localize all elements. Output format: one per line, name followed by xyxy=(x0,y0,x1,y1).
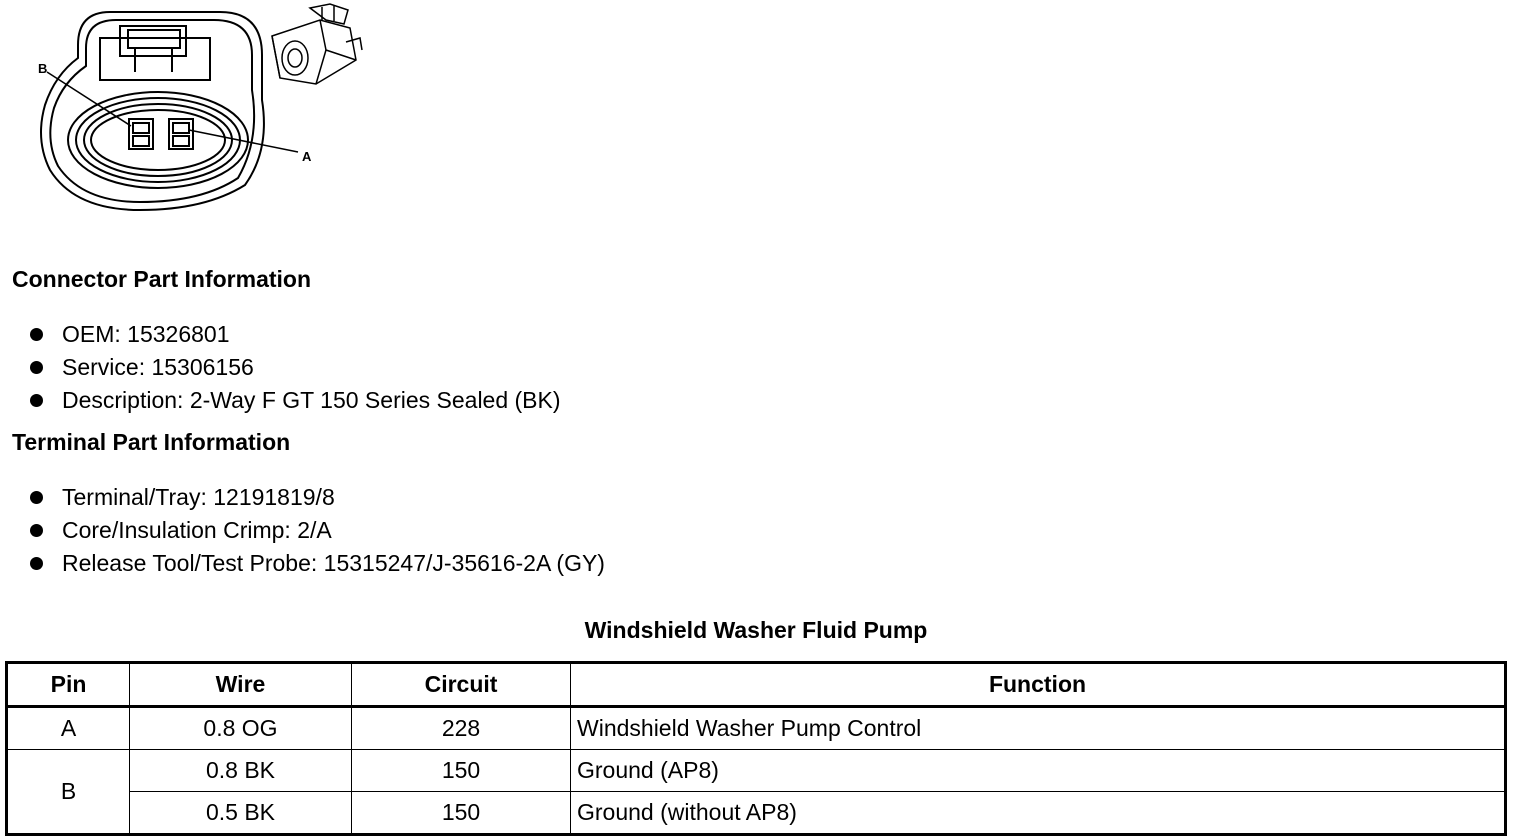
pin-b-cavity xyxy=(129,119,153,149)
connector-description: Description: 2-Way F GT 150 Series Sealed (BK) xyxy=(62,387,561,413)
column-header-wire: Wire xyxy=(130,663,352,707)
pin-a-label: A xyxy=(302,149,312,164)
list-item xyxy=(28,481,605,514)
table-row xyxy=(7,792,1506,835)
wire-cell: 0.8 BK xyxy=(130,750,352,792)
terminal-crimp: Core/Insulation Crimp: 2/A xyxy=(62,517,332,543)
connector-3d-sketch xyxy=(272,4,362,84)
connector-info-list xyxy=(28,318,561,417)
table-row xyxy=(7,750,1506,792)
bullet-icon xyxy=(30,328,43,341)
column-header-pin: Pin xyxy=(7,663,130,707)
list-item xyxy=(28,547,605,580)
connector-oem: OEM: 15326801 xyxy=(62,321,230,347)
column-header-circuit: Circuit xyxy=(352,663,571,707)
bullet-icon xyxy=(30,361,43,374)
pinout-table xyxy=(5,661,1507,836)
terminal-info-heading: Terminal Part Information xyxy=(12,429,291,455)
terminal-tray: Terminal/Tray: 12191819/8 xyxy=(62,484,335,510)
bullet-icon xyxy=(30,524,43,537)
connector-service: Service: 15306156 xyxy=(62,354,254,380)
function-cell: Windshield Washer Pump Control xyxy=(571,707,1506,750)
pin-b-label: B xyxy=(38,61,48,76)
pin-cell: B xyxy=(7,750,130,835)
list-item xyxy=(28,384,561,417)
circuit-cell: 228 xyxy=(352,707,571,750)
list-item xyxy=(28,514,605,547)
table-header-row xyxy=(7,663,1506,707)
bullet-icon xyxy=(30,557,43,570)
bullet-icon xyxy=(30,491,43,504)
function-cell: Ground (without AP8) xyxy=(571,792,1506,835)
bullet-icon xyxy=(30,394,43,407)
list-item xyxy=(28,318,561,351)
wire-cell: 0.5 BK xyxy=(130,792,352,835)
table-row xyxy=(7,707,1506,750)
terminal-info-list xyxy=(28,481,605,580)
connector-face-diagram xyxy=(30,0,380,220)
pin-a-leader xyxy=(189,130,298,152)
terminal-release-tool: Release Tool/Test Probe: 15315247/J-35616-2A (GY) xyxy=(62,550,605,576)
pin-a-cavity xyxy=(169,119,193,149)
pin-cell: A xyxy=(7,707,130,750)
circuit-cell: 150 xyxy=(352,792,571,835)
function-cell: Ground (AP8) xyxy=(571,750,1506,792)
column-header-function: Function xyxy=(571,663,1506,707)
wire-cell: 0.8 OG xyxy=(130,707,352,750)
connector-info-heading: Connector Part Information xyxy=(12,266,312,292)
table-title: Windshield Washer Fluid Pump xyxy=(584,617,928,643)
circuit-cell: 150 xyxy=(352,750,571,792)
list-item xyxy=(28,351,561,384)
